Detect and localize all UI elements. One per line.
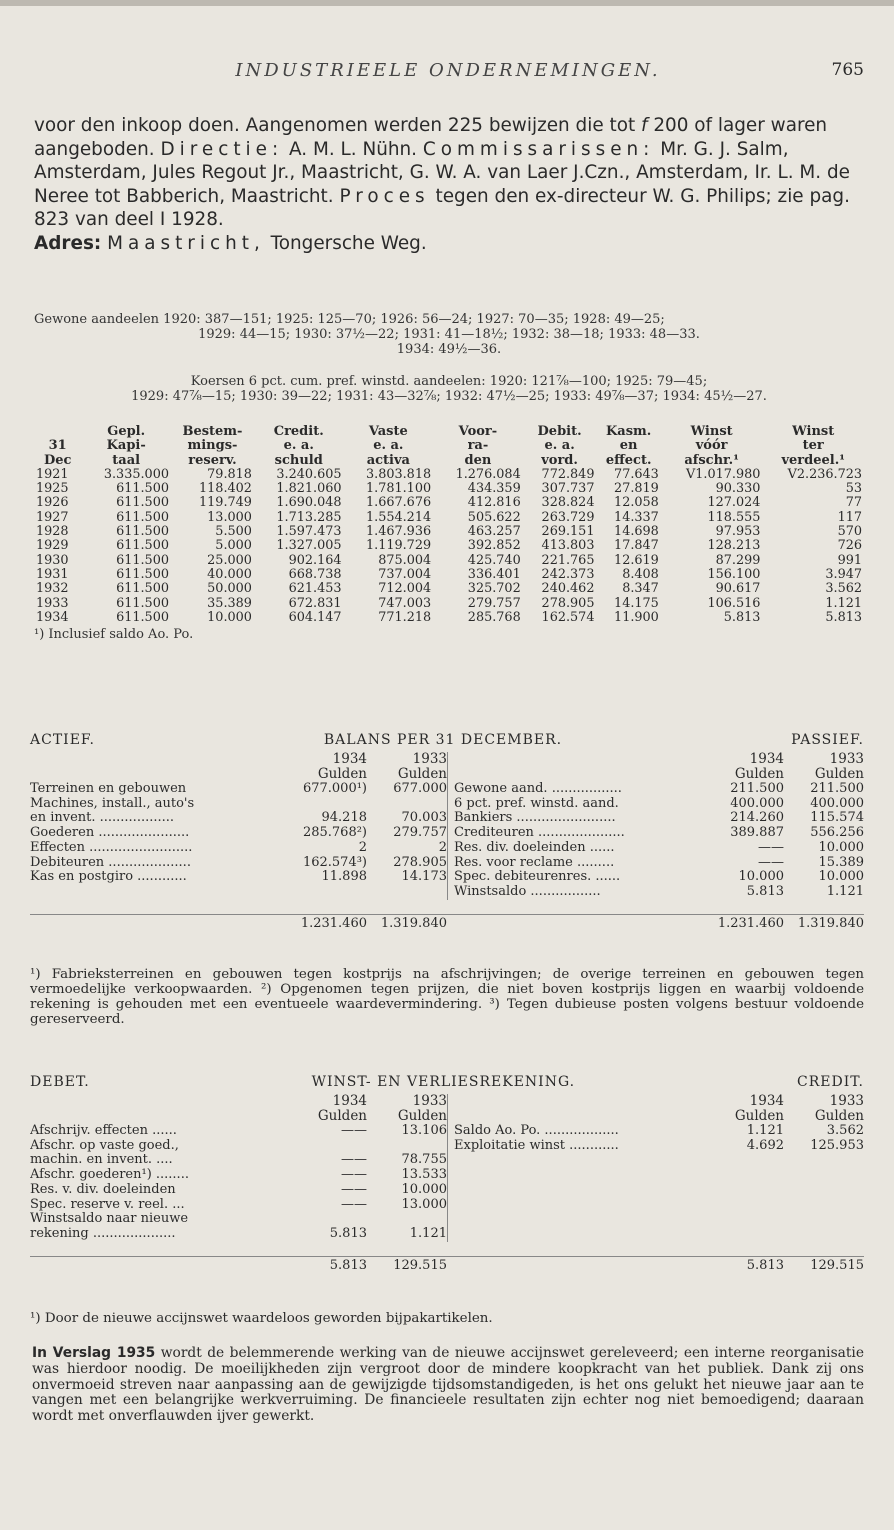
- verslag-paragraph: [32, 1346, 864, 1425]
- item-value: ——: [758, 839, 784, 855]
- table-row: [34, 511, 864, 525]
- value-cell: V1.017.980: [686, 466, 761, 482]
- directie-value: A. M. L. Nühn.: [289, 138, 418, 160]
- credit-title: CREDIT.: [797, 1074, 864, 1090]
- value-cell: 77.643: [614, 466, 659, 482]
- table-header-cell: ra-: [467, 438, 489, 454]
- value-cell: 611.500: [116, 609, 169, 625]
- yearly-figures-table: [34, 425, 864, 625]
- value-cell: 747.003: [378, 595, 432, 611]
- list-item: [30, 826, 447, 841]
- year-cell: 1928: [36, 524, 69, 540]
- value-cell: 269.151: [541, 524, 595, 540]
- value-cell: 90.617: [715, 581, 761, 597]
- value-cell: 325.702: [467, 581, 521, 597]
- value-cell: 5.813: [723, 609, 761, 625]
- value-cell: 726: [837, 538, 862, 554]
- item-label: Gewone aand. .................: [454, 782, 622, 796]
- value-cell: 3.947: [825, 566, 862, 582]
- item-label: Afschrijv. effecten ......: [30, 1124, 177, 1138]
- item-label: Debiteuren ....................: [30, 855, 191, 870]
- list-item: [30, 841, 447, 856]
- item-value: 1.121: [746, 1123, 784, 1138]
- value-cell: 5.813: [825, 609, 862, 625]
- list-item: [454, 841, 864, 856]
- table-row: [34, 468, 864, 482]
- value-cell: 902.164: [288, 552, 342, 568]
- item-value: 10.000: [738, 869, 784, 885]
- page-number: 765: [831, 60, 864, 80]
- table-row: [34, 568, 864, 582]
- item-value: [287, 797, 367, 812]
- adres-city: Maastricht,: [107, 232, 265, 254]
- table-header-cell: den: [464, 452, 492, 468]
- value-cell: 712.004: [378, 581, 432, 597]
- value-cell: 118.402: [199, 481, 252, 497]
- table-header-cell: effect.: [605, 452, 652, 468]
- passief-column: 1934 1933 Gulden Gulden Gewone aand. ................. 211.500 211.500 6 pct. pref. winstd. aand. 400.000 400.000 Bankiers ........................ 214.260 115.574 Crediteuren ..................... 389.887 556.256 Res. div. doeleinden ...... —— 10.000 Res. voor reclame ......... —— 15.389 Spec. debiteurenres. ...... 10.000 10.000 Winstsaldo ................. 5.813 1.121: [447, 752, 864, 900]
- winst-title: WINST- EN VERLIESREKENING.: [311, 1074, 576, 1090]
- list-item: [30, 1198, 447, 1213]
- value-cell: 3.562: [825, 581, 862, 597]
- table-header-cell: e. a.: [283, 438, 314, 454]
- table-header-cell: Credit.: [273, 424, 324, 439]
- item-label: Exploitatie winst ............: [454, 1138, 619, 1153]
- table-header-cell: Vaste: [368, 424, 408, 439]
- value-cell: 1.276.084: [455, 466, 521, 482]
- value-cell: 117: [837, 509, 862, 525]
- passief-title: PASSIEF.: [791, 732, 864, 748]
- item-value: 285.768²): [302, 825, 367, 841]
- table-header-cell: en: [619, 438, 638, 454]
- year-cell: 1932: [36, 581, 69, 597]
- item-value: 1.121: [409, 1225, 447, 1241]
- profit-loss-account: [30, 1074, 864, 1273]
- year-cell: 1921: [36, 466, 69, 482]
- value-cell: 772.849: [541, 466, 595, 482]
- winst-footnote: ¹) Door de nieuwe accijnswet waardeloos geworden bijpakartikelen.: [30, 1311, 493, 1326]
- item-value: 278.905: [393, 854, 447, 870]
- value-cell: 737.004: [378, 566, 432, 582]
- value-cell: 1.119.729: [365, 538, 432, 554]
- value-cell: 12.058: [614, 495, 659, 511]
- running-title: INDUSTRIEELE ONDERNEMINGEN.: [235, 60, 661, 81]
- item-value: ——: [758, 854, 784, 870]
- table-header-cell: Winst: [792, 424, 835, 439]
- balance-totals: 1.231.460 1.319.840 1.231.460 1.319.840: [30, 914, 864, 932]
- value-cell: 53: [845, 481, 862, 497]
- intro-text-2: 200 of lager waren aangeboden.: [34, 115, 828, 160]
- item-value: 115.574: [810, 810, 864, 826]
- table-footnote: ¹) Inclusief saldo Ao. Po.: [34, 627, 194, 643]
- value-cell: 10.000: [207, 609, 252, 625]
- table-header-cell: ter: [802, 438, 824, 454]
- value-cell: 875.004: [378, 552, 432, 568]
- item-label: Terreinen en gebouwen: [30, 782, 187, 796]
- value-cell: 570: [837, 524, 862, 540]
- list-item: [454, 811, 864, 826]
- adres-street: Tongersche Weg.: [270, 232, 427, 254]
- value-cell: 77: [845, 495, 862, 511]
- proces-value: tegen den ex-directeur W. G. Philips; zie pag. 823 van deel I 1928.: [34, 185, 850, 231]
- table-header-cell: vord.: [541, 452, 578, 468]
- item-label: Effecten .........................: [30, 840, 193, 855]
- top-border: [0, 0, 894, 6]
- value-cell: 425.740: [467, 552, 521, 568]
- value-cell: 97.953: [715, 524, 761, 540]
- list-item: [454, 1139, 864, 1154]
- table-header-cell: vóór: [695, 438, 728, 454]
- list-item: [454, 870, 864, 885]
- value-cell: 1.554.214: [365, 509, 432, 525]
- value-cell: 90.330: [715, 481, 761, 497]
- koersen-pref: Koersen 6 pct. cum. pref. winstd. aandeelen: 1920: 121⅞—100; 1925: 79—45; 1929: 47⅞—15; 1930: 39—22; 1931: 43—32⅞; 1932: 47½—25; 1933: 49⅞—37; 1934: 45½—27.: [131, 374, 767, 404]
- table-header-cell: Bestem-: [182, 424, 243, 439]
- value-cell: 611.500: [116, 566, 169, 582]
- list-item: [454, 826, 864, 841]
- value-cell: 672.831: [288, 595, 342, 611]
- adres-label: Adres:: [34, 232, 102, 254]
- item-label: Winstsaldo naar nieuwe: [30, 1212, 189, 1227]
- value-cell: 119.749: [199, 495, 252, 511]
- year-cell: 1933: [36, 595, 69, 611]
- value-cell: 611.500: [116, 495, 169, 511]
- value-cell: 8.408: [622, 566, 659, 582]
- item-value: 162.574³): [302, 854, 367, 870]
- commissarissen-value: Mr. G. J. Salm, Amsterdam, Jules Regout Jr., Maastricht, G. W. A. van Laer J.Czn., Amsterdam, Ir. L. M. de Neree tot Babberich, Maastricht.: [34, 138, 850, 207]
- item-label: Spec. reserve v. reel. ...: [30, 1197, 185, 1212]
- guilder-sign: f: [641, 115, 648, 136]
- table-row: [34, 597, 864, 611]
- table-header-cell: activa: [366, 452, 410, 468]
- commissarissen-label: Commissarissen:: [422, 138, 655, 160]
- value-cell: 11.900: [614, 609, 659, 625]
- item-value: 279.757: [393, 825, 447, 841]
- table-header-cell: Dec: [43, 452, 72, 468]
- item-value: 389.887: [730, 825, 784, 841]
- value-cell: 1.821.060: [276, 481, 342, 497]
- debet-column: 1934 1933 Gulden Gulden Afschrijv. effecten ...... —— 13.106 Afschr. op vaste goed., machin. en invent. .... —— 78.755 Afschr. goederen¹) ........ —— 13.533 Res. v. div. doeleinden —— 10.000 Spec. reserve v. reel. ... —— 13.000 Winstsaldo naar nieuwe rekening .................... 5.813 1.121: [30, 1093, 447, 1241]
- value-cell: 35.389: [207, 595, 252, 611]
- item-value: 556.256: [810, 825, 864, 841]
- page-header: [32, 60, 864, 88]
- list-item: [454, 885, 864, 900]
- actief-title: ACTIEF.: [30, 732, 95, 748]
- item-value: 2: [358, 839, 367, 855]
- item-label: 6 pct. pref. winstd. aand.: [454, 796, 619, 811]
- item-value: [287, 1139, 367, 1154]
- item-label: Crediteuren .....................: [454, 826, 625, 841]
- item-value: [367, 1212, 447, 1227]
- intro-text: voor den inkoop doen. Aangenomen werden 225 bewijzen die tot: [34, 115, 636, 136]
- table-header-cell: Voor-: [458, 424, 498, 439]
- value-cell: 505.622: [467, 509, 521, 525]
- list-item: [30, 1183, 447, 1198]
- item-value: 10.000: [818, 869, 864, 885]
- verslag-label: In Verslag 1935: [32, 1345, 156, 1361]
- item-value: [367, 797, 447, 812]
- item-label: Saldo Ao. Po. ..................: [454, 1124, 619, 1138]
- table-header-cell: reserv.: [188, 452, 237, 468]
- value-cell: 8.347: [622, 581, 659, 597]
- value-cell: 392.852: [467, 538, 521, 554]
- value-cell: 14.337: [614, 509, 659, 525]
- table-header-cell: taal: [112, 452, 141, 468]
- item-value: 70.003: [401, 810, 447, 826]
- value-cell: 50.000: [207, 581, 252, 597]
- item-label: rekening ....................: [30, 1226, 176, 1241]
- value-cell: 242.373: [541, 566, 595, 582]
- value-cell: 3.803.818: [365, 466, 432, 482]
- table-row: [34, 611, 864, 625]
- value-cell: 14.175: [614, 595, 659, 611]
- credit-column: 1934 1933 Gulden Gulden Saldo Ao. Po. .................. 1.121 3.562 Exploitatie winst ............ 4.692 125.953: [447, 1094, 864, 1242]
- verslag-text: wordt de belemmerende werking van de nieuwe accijnswet gereleveerd; een interne reorganisatie was hierdoor noodig. De moeilijkheden zijn vergroot door de mindere koopkracht van het publiek. Dank zij ons onvermoeid streven naar aanpassing aan de gewijzigde tijdsomstandigeden, is het ons gelukt het nieuwe jaar aan te vangen met een belangrijke werkverruiming. De financieele resultaten zijn echter nog niet bemoedigend; daaraan wordt met onverflauwden ijver gewerkt.: [32, 1345, 864, 1425]
- item-value: 10.000: [818, 839, 864, 855]
- item-value: 677.000¹): [302, 781, 367, 796]
- balance-footnote: ¹) Fabrieksterreinen en gebouwen tegen kostprijs na afschrijvingen; de overige terreinen en gebouwen tegen vermoedelijke verkoopwaarden. ²) Opgenomen tegen prijzen, die niet boven kostprijs liggen en waarbij voldoende rekening is gehouden met een eventueele waardevermindering. ³) Tegen dubieuse posten volgens bestuur voldoende gereserveerd.: [30, 967, 864, 1027]
- item-value: 78.755: [401, 1152, 447, 1168]
- value-cell: 3.240.605: [276, 466, 342, 482]
- value-cell: 79.818: [207, 466, 252, 482]
- value-cell: 106.516: [707, 595, 761, 611]
- year-cell: 1926: [36, 495, 69, 511]
- list-item: [454, 1124, 864, 1139]
- item-value: 5.813: [329, 1225, 367, 1241]
- item-label: Machines, install., auto's: [30, 796, 195, 811]
- value-cell: 1.690.048: [276, 495, 342, 511]
- value-cell: 25.000: [207, 552, 252, 568]
- value-cell: 611.500: [116, 581, 169, 597]
- value-cell: 221.765: [541, 552, 595, 568]
- value-cell: 285.768: [467, 609, 521, 625]
- value-cell: 611.500: [116, 509, 169, 525]
- table-row: [34, 482, 864, 496]
- year-cell: 1927: [36, 509, 69, 525]
- table-header-cell: 31: [48, 438, 67, 454]
- list-item: [454, 797, 864, 812]
- value-cell: 991: [837, 552, 862, 568]
- value-cell: 611.500: [116, 538, 169, 554]
- item-label: Res. voor reclame .........: [454, 855, 615, 870]
- year-cell: 1929: [36, 538, 69, 554]
- item-value: 677.000: [393, 781, 447, 796]
- value-cell: 40.000: [207, 566, 252, 582]
- table-row: [34, 496, 864, 510]
- item-value: 13.106: [401, 1123, 447, 1138]
- value-cell: 278.905: [541, 595, 595, 611]
- table-header-cell: Gepl.: [107, 424, 146, 439]
- value-cell: 668.738: [288, 566, 342, 582]
- year-cell: 1925: [36, 481, 69, 497]
- item-label: Spec. debiteurenres. ......: [454, 870, 621, 885]
- item-value: 4.692: [746, 1137, 784, 1153]
- value-cell: 611.500: [116, 524, 169, 540]
- item-value: 15.389: [818, 854, 864, 870]
- value-cell: 604.147: [288, 609, 342, 625]
- value-cell: 14.698: [614, 524, 659, 540]
- table-header-cell: mings-: [187, 438, 238, 454]
- list-item: [30, 1212, 447, 1227]
- table-header-cell: Kasm.: [605, 424, 652, 439]
- value-cell: 336.401: [467, 566, 521, 582]
- value-cell: 87.299: [715, 552, 761, 568]
- value-cell: 27.819: [614, 481, 659, 497]
- item-value: 214.260: [730, 810, 784, 826]
- item-value: 5.813: [746, 883, 784, 899]
- item-label: Afschr. op vaste goed.,: [30, 1138, 179, 1153]
- item-value: 11.898: [321, 869, 367, 885]
- intro-paragraph: [34, 114, 864, 256]
- value-cell: 1.327.005: [276, 538, 342, 554]
- list-item: [454, 856, 864, 871]
- list-item: [30, 1168, 447, 1183]
- table-header-cell: Winst: [690, 424, 733, 439]
- item-value: 400.000: [810, 795, 864, 811]
- value-cell: 162.574: [541, 609, 595, 625]
- value-cell: 5.000: [215, 538, 252, 554]
- item-value: 3.562: [826, 1123, 864, 1138]
- value-cell: 413.803: [541, 538, 595, 554]
- value-cell: 156.100: [707, 566, 761, 582]
- value-cell: 3.335.000: [103, 466, 169, 482]
- list-item: [30, 856, 447, 871]
- item-value: 211.500: [810, 781, 864, 796]
- item-value: ——: [341, 1196, 367, 1212]
- value-cell: 128.213: [707, 538, 761, 554]
- item-label: Kas en postgiro ............: [30, 870, 187, 885]
- item-label: Afschr. goederen¹) ........: [30, 1168, 189, 1183]
- value-cell: 621.453: [288, 581, 342, 597]
- value-cell: 12.619: [614, 552, 659, 568]
- list-item: [30, 1227, 447, 1242]
- list-item: [30, 1124, 447, 1139]
- item-value: 14.173: [401, 869, 447, 885]
- item-value: 94.218: [321, 810, 367, 826]
- table-header-cell: [34, 425, 81, 439]
- value-cell: 279.757: [467, 595, 521, 611]
- table-row: [34, 525, 864, 539]
- value-cell: 1.667.676: [365, 495, 432, 511]
- value-cell: 1.597.473: [276, 524, 342, 540]
- table-header-cell: afschr.¹: [684, 452, 739, 468]
- balance-sheet: [30, 732, 864, 931]
- value-cell: 13.000: [207, 509, 252, 525]
- table-row: [34, 539, 864, 553]
- item-value: 211.500: [730, 781, 784, 796]
- value-cell: 127.024: [707, 495, 761, 511]
- item-label: Res. div. doeleinden ......: [454, 840, 615, 855]
- item-value: 13.533: [401, 1167, 447, 1183]
- item-value: [287, 1212, 367, 1227]
- list-item: [30, 1153, 447, 1168]
- table-header-cell: Kapi-: [106, 438, 146, 454]
- value-cell: 240.462: [541, 581, 595, 597]
- list-item: [30, 870, 447, 885]
- value-cell: 1.467.936: [365, 524, 432, 540]
- directie-label: Directie:: [160, 138, 284, 160]
- table-header-cell: e. a.: [544, 438, 575, 454]
- item-label: machin. en invent. ....: [30, 1153, 173, 1168]
- item-value: 125.953: [810, 1137, 864, 1153]
- list-item: [30, 811, 447, 826]
- year-cell: 1930: [36, 552, 69, 568]
- table-header-cell: verdeel.¹: [781, 452, 845, 468]
- year-cell: 1934: [36, 609, 69, 625]
- value-cell: 463.257: [467, 524, 521, 540]
- value-cell: 5.500: [215, 524, 252, 540]
- value-cell: 1.781.100: [365, 481, 432, 497]
- item-label: Bankiers ........................: [454, 811, 616, 826]
- item-value: 13.000: [401, 1196, 447, 1212]
- list-item: [30, 782, 447, 797]
- value-cell: 118.555: [707, 509, 761, 525]
- list-item: [454, 782, 864, 797]
- value-cell: 1.121: [825, 595, 862, 611]
- list-item: [30, 1139, 447, 1154]
- item-label: en invent. ..................: [30, 811, 175, 826]
- item-label: Goederen ......................: [30, 826, 190, 841]
- item-label: Res. v. div. doeleinden: [30, 1182, 176, 1197]
- value-cell: 263.729: [541, 509, 595, 525]
- table-row: [34, 554, 864, 568]
- item-value: 400.000: [730, 795, 784, 811]
- item-value: 1.121: [826, 883, 864, 899]
- koersen-gewone: Gewone aandeelen 1920: 387—151; 1925: 125—70; 1926: 56—24; 1927: 70—35; 1928: 49—25; 1929: 44—15; 1930: 37½—22; 1931: 41—18½; 1932: 38—18; 1933: 48—33. 1934: 49½—36.: [34, 312, 700, 357]
- value-cell: 434.359: [467, 481, 521, 497]
- value-cell: 611.500: [116, 595, 169, 611]
- value-cell: 771.218: [378, 609, 432, 625]
- value-cell: 328.824: [541, 495, 595, 511]
- list-item: [30, 797, 447, 812]
- value-cell: 17.847: [614, 538, 659, 554]
- value-cell: 412.816: [467, 495, 521, 511]
- value-cell: 611.500: [116, 552, 169, 568]
- table-header-cell: e. a.: [373, 438, 404, 454]
- actief-column: 1934 1933 Gulden Gulden Terreinen en gebouwen 677.000¹) 677.000 Machines, install., auto's en invent. .................. 94.218 70.003 Goederen ...................... 285.768²) 279.757 Effecten ......................... 2 2 Debiteuren .................... 162.574³) 278.905 Kas en postgiro ............ 11.898 14.173: [30, 751, 447, 885]
- item-label: Winstsaldo .................: [454, 884, 601, 899]
- table-header-cell: Debit.: [537, 424, 582, 439]
- proces-label: Proces: [339, 185, 430, 207]
- financial-table: [34, 425, 864, 642]
- item-value: 2: [438, 839, 447, 855]
- item-value: ——: [341, 1123, 367, 1138]
- value-cell: 611.500: [116, 481, 169, 497]
- table-header-cell: schuld: [274, 452, 323, 468]
- item-value: 10.000: [401, 1181, 447, 1197]
- year-cell: 1931: [36, 566, 69, 582]
- debet-title: DEBET.: [30, 1074, 90, 1090]
- item-value: ——: [341, 1181, 367, 1197]
- value-cell: 1.713.285: [276, 509, 342, 525]
- item-value: ——: [341, 1167, 367, 1183]
- item-value: [367, 1139, 447, 1154]
- table-row: [34, 582, 864, 596]
- value-cell: 307.737: [541, 481, 595, 497]
- winst-totals: 5.813 129.515 5.813 129.515: [30, 1256, 864, 1274]
- value-cell: V2.236.723: [787, 466, 862, 482]
- balans-title: BALANS PER 31 DECEMBER.: [323, 732, 563, 748]
- item-value: ——: [341, 1152, 367, 1168]
